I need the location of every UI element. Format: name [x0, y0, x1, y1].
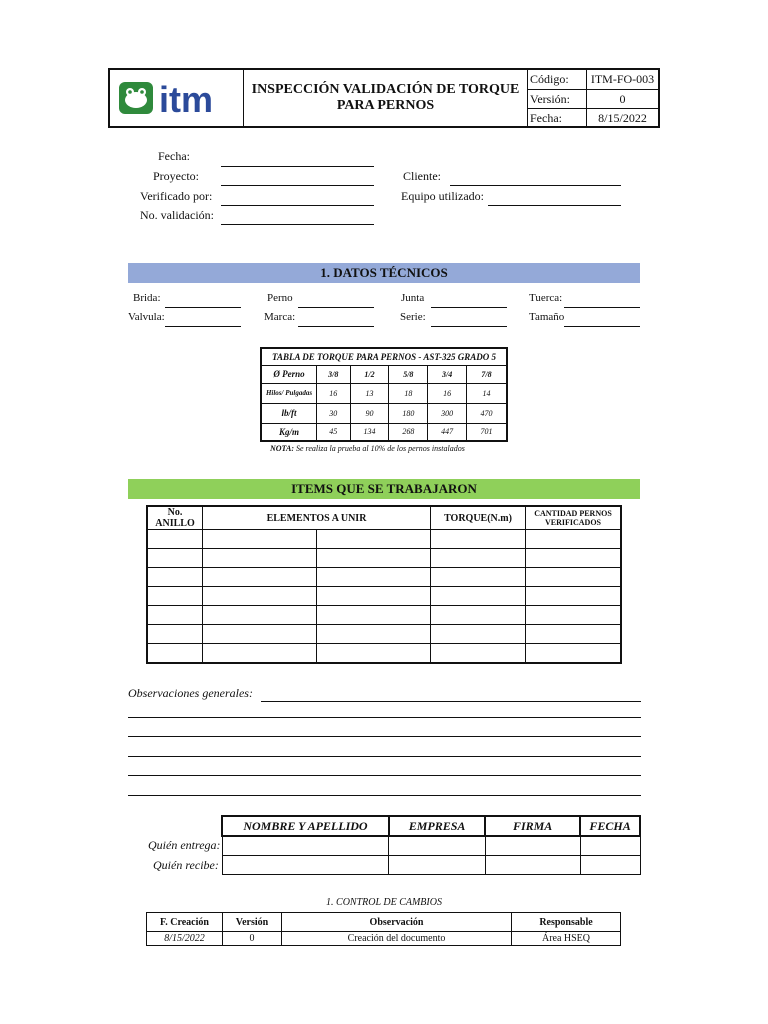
observaciones-line[interactable]	[128, 717, 641, 718]
row-label-kgm: Kg/m	[261, 423, 317, 441]
cc-cell: Área HSEQ	[512, 932, 621, 946]
cell[interactable]	[485, 836, 580, 855]
control-cambios-title: 1. CONTROL DE CAMBIOS	[326, 897, 442, 908]
entrega-label: Quién entrega:	[148, 838, 221, 852]
cell[interactable]	[316, 549, 430, 568]
equipo-label: Equipo utilizado:	[401, 189, 484, 203]
kgm-cell: 447	[428, 423, 467, 441]
control-cambios-table	[146, 912, 621, 946]
cell[interactable]	[526, 606, 622, 625]
brida-label: Brida:	[133, 292, 161, 304]
validacion-label: No. validación:	[140, 208, 214, 222]
document-meta	[528, 70, 658, 126]
recibe-label: Quién recibe:	[153, 858, 219, 872]
perno-input-line[interactable]	[298, 307, 374, 308]
col-firma: FIRMA	[485, 816, 580, 836]
table-row	[147, 530, 621, 549]
kgm-cell: 701	[467, 423, 507, 441]
fecha-field-label: Fecha:	[158, 149, 190, 163]
table-row	[147, 644, 621, 663]
observaciones-line[interactable]	[128, 756, 641, 757]
document-title	[244, 70, 528, 126]
proyecto-input-line[interactable]	[221, 185, 374, 186]
table-row	[147, 606, 621, 625]
title-line1: INSPECCIÓN VALIDACIÓN DE TORQUE	[251, 82, 520, 97]
junta-input-line[interactable]	[431, 307, 507, 308]
cell[interactable]	[147, 549, 203, 568]
cell[interactable]	[389, 855, 485, 874]
col-anillo: No. ANILLO	[147, 506, 203, 530]
tamano-label: Tamaño	[529, 311, 565, 323]
lbft-cell: 180	[389, 403, 428, 423]
cell[interactable]	[431, 606, 526, 625]
note-text: Se realiza la prueba al 10% de los pernos instalados	[294, 444, 465, 453]
cell[interactable]	[316, 644, 430, 663]
table-row	[147, 568, 621, 587]
signature-table	[221, 815, 641, 875]
cell[interactable]	[526, 568, 622, 587]
cc-cell: 0	[223, 932, 282, 946]
cell[interactable]	[526, 549, 622, 568]
version-label: Versión:	[528, 90, 587, 109]
items-table	[146, 505, 622, 664]
observaciones-line[interactable]	[128, 736, 641, 737]
cell[interactable]	[526, 644, 622, 663]
torque-table-block	[260, 347, 508, 453]
cc-cell: 8/15/2022	[147, 932, 223, 946]
col-fecha: FECHA	[580, 816, 640, 836]
verificado-label: Verificado por:	[140, 189, 213, 203]
cell[interactable]	[316, 530, 430, 549]
cell[interactable]	[526, 587, 622, 606]
cell[interactable]	[485, 855, 580, 874]
fecha-input-line[interactable]	[221, 166, 374, 167]
cell[interactable]	[203, 625, 317, 644]
cell[interactable]	[203, 644, 317, 663]
cell[interactable]	[431, 530, 526, 549]
frog-logo-icon	[115, 76, 239, 120]
table-row	[147, 587, 621, 606]
cell[interactable]	[203, 530, 317, 549]
cell[interactable]	[316, 625, 430, 644]
equipo-input-line[interactable]	[488, 205, 621, 206]
cc-header: Versión	[223, 913, 282, 932]
cliente-input-line[interactable]	[450, 185, 621, 186]
cell[interactable]	[316, 568, 430, 587]
fecha-value: 8/15/2022	[598, 111, 647, 126]
serie-label: Serie:	[400, 311, 426, 323]
codigo-label: Código:	[528, 70, 587, 89]
hilos-cell: 16	[317, 383, 351, 403]
row-label-perno: Ø Perno	[261, 365, 317, 383]
table-row	[147, 549, 621, 568]
cell[interactable]	[147, 606, 203, 625]
cell[interactable]	[222, 836, 389, 855]
items-band: ITEMS QUE SE TRABAJARON	[128, 479, 640, 499]
serie-input-line[interactable]	[431, 326, 507, 327]
fecha-label: Fecha:	[528, 109, 587, 128]
codigo-value: ITM-FO-003	[590, 72, 655, 86]
col-nombre: NOMBRE Y APELLIDO	[222, 816, 389, 836]
size-cell: 7/8	[467, 365, 507, 383]
tamano-input-line[interactable]	[564, 326, 640, 327]
valvula-label: Valvula:	[128, 311, 165, 323]
observaciones-line[interactable]	[128, 775, 641, 776]
hilos-cell: 18	[389, 383, 428, 403]
cell[interactable]	[147, 568, 203, 587]
col-empresa: EMPRESA	[389, 816, 485, 836]
recibe-row	[222, 855, 640, 874]
validacion-input-line[interactable]	[221, 224, 374, 225]
brida-input-line[interactable]	[165, 307, 241, 308]
lbft-cell: 300	[428, 403, 467, 423]
title-line2: PARA PERNOS	[336, 98, 435, 113]
cell[interactable]	[203, 549, 317, 568]
cell[interactable]	[431, 644, 526, 663]
hilos-cell: 13	[350, 383, 389, 403]
logo-text: itm	[158, 79, 213, 120]
datos-tecnicos-band: 1. DATOS TÉCNICOS	[128, 263, 640, 283]
table-row	[147, 625, 621, 644]
col-torque: TORQUE(N.m)	[431, 506, 526, 530]
proyecto-label: Proyecto:	[153, 169, 199, 183]
cliente-label: Cliente:	[403, 169, 441, 183]
tuerca-input-line[interactable]	[564, 307, 640, 308]
cc-cell: Creación del documento	[282, 932, 512, 946]
cell[interactable]	[203, 606, 317, 625]
entrega-row	[222, 836, 640, 855]
lbft-cell: 470	[467, 403, 507, 423]
observaciones-label: Observaciones generales:	[128, 686, 253, 700]
cell[interactable]	[389, 836, 485, 855]
kgm-cell: 134	[350, 423, 389, 441]
junta-label: Junta	[401, 292, 425, 304]
version-value: 0	[619, 91, 626, 106]
kgm-cell: 45	[317, 423, 351, 441]
lbft-cell: 30	[317, 403, 351, 423]
cell[interactable]	[580, 836, 640, 855]
cell[interactable]	[580, 855, 640, 874]
cell[interactable]	[526, 625, 622, 644]
size-cell: 1/2	[350, 365, 389, 383]
marca-input-line[interactable]	[298, 326, 374, 327]
tuerca-label: Tuerca:	[529, 292, 563, 304]
cell[interactable]	[147, 587, 203, 606]
hilos-cell: 14	[467, 383, 507, 403]
observaciones-line[interactable]	[261, 701, 641, 702]
torque-table-title: TABLA DE TORQUE PARA PERNOS - AST-325 GRADO 5	[261, 348, 507, 365]
observaciones-line[interactable]	[128, 795, 641, 796]
cell[interactable]	[526, 530, 622, 549]
size-cell: 5/8	[389, 365, 428, 383]
valvula-input-line[interactable]	[165, 326, 241, 327]
size-cell: 3/8	[317, 365, 351, 383]
cell[interactable]	[147, 530, 203, 549]
note-label: NOTA:	[270, 444, 294, 453]
hilos-cell: 16	[428, 383, 467, 403]
lbft-cell: 90	[350, 403, 389, 423]
row-label-lbft: lb/ft	[261, 403, 317, 423]
cc-header: F. Creación	[147, 913, 223, 932]
torque-table	[260, 347, 508, 442]
torque-note	[260, 444, 508, 453]
cell[interactable]	[431, 625, 526, 644]
col-cantidad: CANTIDAD PERNOS VERIFICADOS	[526, 506, 622, 530]
marca-label: Marca:	[264, 311, 296, 323]
cc-header: Responsable	[512, 913, 621, 932]
cell[interactable]	[431, 568, 526, 587]
verificado-input-line[interactable]	[221, 205, 374, 206]
cell[interactable]	[431, 549, 526, 568]
row-label-hilos: Hilos/ Pulgadas	[261, 383, 317, 403]
cell[interactable]	[316, 606, 430, 625]
cell[interactable]	[147, 625, 203, 644]
cell[interactable]	[203, 587, 317, 606]
cell[interactable]	[222, 855, 389, 874]
kgm-cell: 268	[389, 423, 428, 441]
col-elementos: ELEMENTOS A UNIR	[203, 506, 431, 530]
size-cell: 3/4	[428, 365, 467, 383]
cc-header: Observación	[282, 913, 512, 932]
cell[interactable]	[147, 644, 203, 663]
company-logo	[110, 70, 244, 126]
perno-label: Perno	[267, 292, 293, 304]
cell[interactable]	[316, 587, 430, 606]
document-header	[108, 68, 660, 128]
cell[interactable]	[203, 568, 317, 587]
cell[interactable]	[431, 587, 526, 606]
